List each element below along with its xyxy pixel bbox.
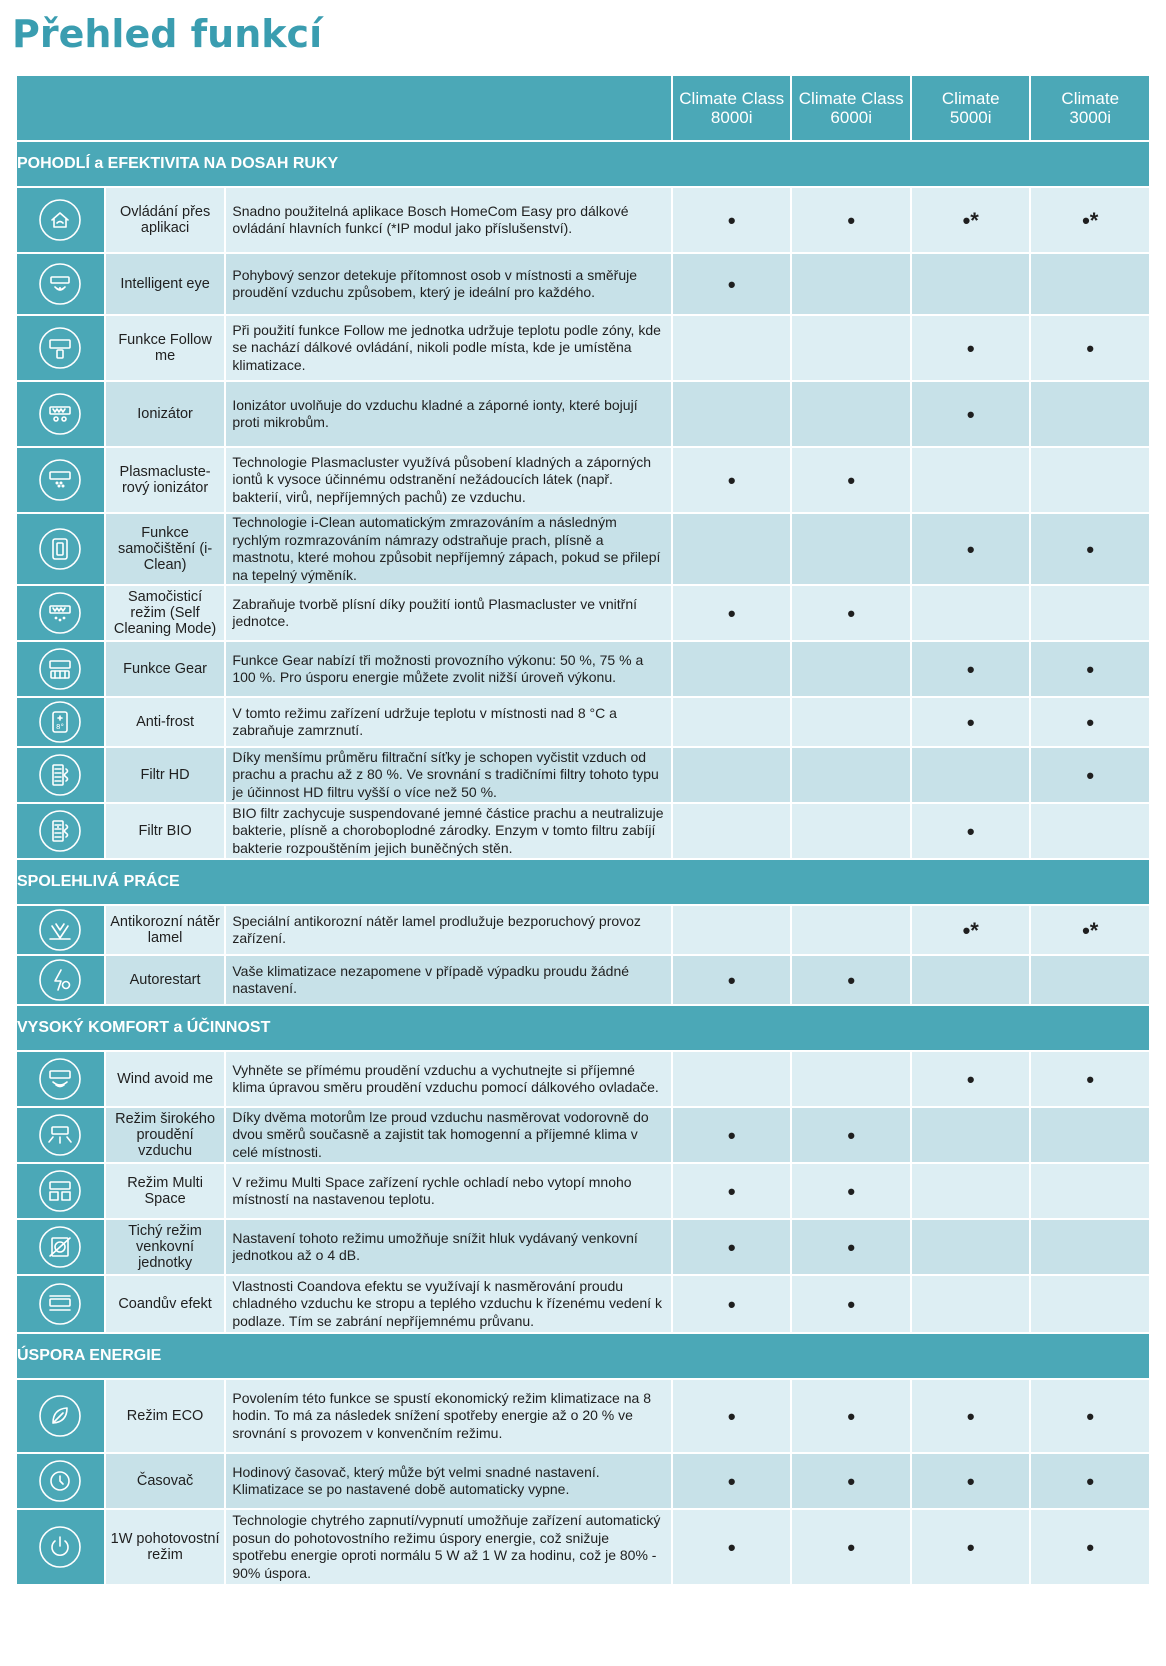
availability-mark [792,316,910,380]
anti-frost-icon [17,698,104,746]
availability-mark: • [673,586,791,640]
feature-name: Coandův efekt [106,1276,225,1332]
feature-row [17,748,1149,802]
availability-mark: • [912,804,1030,858]
feature-name: Režim ECO [106,1380,225,1452]
column-header: Climate 3000i [1031,76,1149,140]
feature-name: Filtr BIO [106,804,225,858]
feature-description: Ionizátor uvolňuje do vzduchu kladné a záporné ionty, které bojují proti mikrobům. [226,382,671,446]
availability-mark: • [673,1164,791,1218]
feature-name: Filtr HD [106,748,225,802]
features-table [15,74,1151,1586]
availability-mark: • [1031,748,1149,802]
feature-name: Plasmacluste-rový ionizátor [106,448,225,512]
feature-row [17,316,1149,380]
feature-description: Funkce Gear nabízí tři možnosti provozního výkonu: 50 %, 75 % a 100 %. Pro úsporu energie můžete zvolit nižší úroveň výkonu. [226,642,671,696]
availability-mark: • [1031,316,1149,380]
section-title: SPOLEHLIVÁ PRÁCE [17,860,1149,904]
feature-row [17,906,1149,954]
column-header: Climate Class 8000i [673,76,791,140]
availability-mark [912,448,1030,512]
feature-name: Anti-frost [106,698,225,746]
feature-name: 1W pohotovostní režim [106,1510,225,1584]
bio-filter-icon [17,804,104,858]
availability-mark [1031,1164,1149,1218]
availability-mark [673,1052,791,1106]
anticorrosion-icon [17,906,104,954]
availability-mark: • [912,642,1030,696]
availability-mark [792,642,910,696]
availability-mark: • [1031,642,1149,696]
section-header [17,860,1149,904]
feature-description: Zabraňuje tvorbě plísní díky použití iontů Plasmacluster ve vnitřní jednotce. [226,586,671,640]
availability-mark: • [792,586,910,640]
availability-mark: • [673,188,791,252]
availability-mark [912,1164,1030,1218]
standby-power-icon [17,1510,104,1584]
availability-mark [792,254,910,314]
feature-description: Technologie i-Clean automatickým zmrazováním a následným rychlým rozmrazováním námrazy odstraňuje prach, plísně a mastnotu, které mohou způsobit nepříjemný zápach, pokud se přilepí na tepelný výměník. [226,514,671,584]
availability-mark [912,1220,1030,1274]
feature-name: Autorestart [106,956,225,1004]
availability-mark: • [673,956,791,1004]
feature-row [17,1052,1149,1106]
availability-mark [912,586,1030,640]
feature-name: Tichý režim venkovní jednotky [106,1220,225,1274]
feature-description: Vaše klimatizace nezapomene v případě výpadku proudu žádné nastavení. [226,956,671,1004]
availability-mark: • [1031,698,1149,746]
availability-mark: • [912,316,1030,380]
availability-mark: • [673,1108,791,1162]
availability-mark: • [1031,1510,1149,1584]
self-cleaning-mode-icon [17,586,104,640]
feature-name: Funkce Follow me [106,316,225,380]
availability-mark: • [792,1454,910,1508]
availability-mark: • [792,188,910,252]
section-title: ÚSPORA ENERGIE [17,1334,1149,1378]
availability-mark: • [673,1380,791,1452]
gear-mode-icon [17,642,104,696]
feature-name: Samočisticí režim (Self Cleaning Mode) [106,586,225,640]
feature-row [17,1108,1149,1162]
availability-mark: • [673,1454,791,1508]
feature-description: Vyhněte se přímému proudění vzduchu a vychutnejte si příjemné klima úpravou směru proudění vzduchu pomocí dálkového ovladače. [226,1052,671,1106]
availability-mark [673,316,791,380]
availability-mark [792,382,910,446]
feature-description: Díky dvěma motorům lze proud vzduchu nasměrovat vodorovně do dvou směrů současně a zajistit tak homogenní a příjemné klima v celé místnosti. [226,1108,671,1162]
plasmacluster-icon [17,448,104,512]
availability-mark [1031,804,1149,858]
ionizer-icon [17,382,104,446]
feature-description: V režimu Multi Space zařízení rychle ochladí nebo vytopí mnoho místností na nastavenou teplotu. [226,1164,671,1218]
svg-text:8°: 8° [56,723,65,731]
feature-name: Režim širokého proudění vzduchu [106,1108,225,1162]
availability-mark: • [912,1380,1030,1452]
availability-mark: •* [1031,906,1149,954]
header-blank [17,76,671,140]
feature-description: Povolením této funkce se spustí ekonomický režim klimatizace na 8 hodin. To má za následek snížení spotřeby energie až o 20 % ve srovnání s provozem v konvenčním režimu. [226,1380,671,1452]
multi-space-icon [17,1164,104,1218]
availability-mark [1031,448,1149,512]
availability-mark [912,254,1030,314]
feature-description: Při použití funkce Follow me jednotka udržuje teplotu podle zóny, kde se nachází dálkové ovládání, nikoli podle místa, kde je umístěna klimatizace. [226,316,671,380]
availability-mark: •* [1031,188,1149,252]
availability-mark: •* [912,906,1030,954]
availability-mark: • [673,448,791,512]
availability-mark [792,1052,910,1106]
wide-airflow-icon [17,1108,104,1162]
coanda-icon [17,1276,104,1332]
feature-name: Antikorozní nátěr lamel [106,906,225,954]
feature-description: Hodinový časovač, který může být velmi snadné nastavení. Klimatizace se po nastavené době automaticky vypne. [226,1454,671,1508]
availability-mark: • [1031,1454,1149,1508]
availability-mark [792,804,910,858]
autorestart-icon [17,956,104,1004]
availability-mark: •* [912,188,1030,252]
feature-name: Funkce Gear [106,642,225,696]
availability-mark [673,514,791,584]
availability-mark [912,748,1030,802]
availability-mark [1031,382,1149,446]
self-clean-icon [17,514,104,584]
availability-mark: • [912,1510,1030,1584]
availability-mark [912,956,1030,1004]
feature-row [17,1220,1149,1274]
availability-mark: • [1031,1380,1149,1452]
timer-icon [17,1454,104,1508]
availability-mark: • [912,1052,1030,1106]
feature-description: V tomto režimu zařízení udržuje teplotu v místnosti nad 8 °C a zabraňuje zamrznutí. [226,698,671,746]
page-title: Přehled funkcí [12,12,323,56]
feature-description: Technologie Plasmacluster využívá působení kladných a záporných iontů k vysoce účinnému odstranění nežádoucích látek (např. bakterií, virů, nepříjemných pachů) ze vzduchu. [226,448,671,512]
availability-mark: • [792,956,910,1004]
column-header: Climate Class 6000i [792,76,910,140]
feature-description: BIO filtr zachycuje suspendované jemné částice prachu a neutralizuje bakterie, plísně a choroboplodné zárodky. Enzym v tomto filtru zabíjí bakterie rozpouštěním jejich buněčných stěn. [226,804,671,858]
availability-mark: • [792,1220,910,1274]
feature-description: Technologie chytrého zapnutí/vypnutí umožňuje zařízení automatický posun do pohotovostního režimu úspory energie, což snižuje spotřebu energie oproti normálu 5 W až 1 W za hodinu, což je 80% - 90% úspora. [226,1510,671,1584]
feature-row [17,382,1149,446]
feature-description: Snadno použitelná aplikace Bosch HomeCom Easy pro dálkové ovládání hlavních funkcí (*IP modul jako příslušenství). [226,188,671,252]
availability-mark [673,748,791,802]
availability-mark [1031,1108,1149,1162]
availability-mark: • [792,1164,910,1218]
availability-mark [912,1108,1030,1162]
wind-avoid-icon [17,1052,104,1106]
availability-mark: • [912,514,1030,584]
availability-mark: • [1031,514,1149,584]
feature-row [17,1510,1149,1584]
column-header: Climate 5000i [912,76,1030,140]
header-row [17,76,1149,140]
feature-name: Intelligent eye [106,254,225,314]
availability-mark: • [673,254,791,314]
quiet-outdoor-icon [17,1220,104,1274]
eco-leaf-icon [17,1380,104,1452]
availability-mark [1031,1276,1149,1332]
availability-mark [912,1276,1030,1332]
availability-mark [673,804,791,858]
section-title: POHODLÍ a EFEKTIVITA NA DOSAH RUKY [17,142,1149,186]
feature-description: Díky menšímu průměru filtrační síťky je schopen vyčistit vzduch od prachu a prachu až z 80 %. Ve srovnání s tradičními filtry tohoto typu je účinnost HD filtru vyšší o více než 50 %. [226,748,671,802]
availability-mark: • [792,1510,910,1584]
feature-description: Vlastnosti Coandova efektu se využívají k nasměrování proudu chladného vzduchu ke stropu a teplého vzduchu k řízenému vedení k podlaze. Tím se zabrání nepříjemnému průvanu. [226,1276,671,1332]
availability-mark [1031,254,1149,314]
feature-row [17,514,1149,584]
section-title: VYSOKÝ KOMFORT a ÚČINNOST [17,1006,1149,1050]
section-header [17,1006,1149,1050]
availability-mark [1031,1220,1149,1274]
hd-filter-icon [17,748,104,802]
feature-row [17,804,1149,858]
feature-name: Časovač [106,1454,225,1508]
home-app-icon [17,188,104,252]
feature-row [17,188,1149,252]
availability-mark: • [792,448,910,512]
feature-row [17,1380,1149,1452]
feature-row [17,956,1149,1004]
feature-row [17,1454,1149,1508]
availability-mark: • [912,1454,1030,1508]
availability-mark [792,514,910,584]
availability-mark [673,698,791,746]
feature-name: Režim Multi Space [106,1164,225,1218]
feature-description: Pohybový senzor detekuje přítomnost osob v místnosti a směřuje proudění vzduchu způsobem, který je ideální pro každého. [226,254,671,314]
availability-mark: • [673,1220,791,1274]
feature-row [17,254,1149,314]
feature-name: Ionizátor [106,382,225,446]
availability-mark [792,698,910,746]
feature-row [17,698,1149,746]
feature-name: Funkce samočištění (i-Clean) [106,514,225,584]
availability-mark [1031,586,1149,640]
feature-row [17,448,1149,512]
availability-mark [673,382,791,446]
feature-row [17,1164,1149,1218]
availability-mark [673,642,791,696]
section-header [17,1334,1149,1378]
feature-description: Speciální antikorozní nátěr lamel prodlužuje bezporuchový provoz zařízení. [226,906,671,954]
feature-row [17,642,1149,696]
availability-mark: • [912,382,1030,446]
section-header [17,142,1149,186]
availability-mark [673,906,791,954]
feature-row [17,1276,1149,1332]
availability-mark: • [792,1108,910,1162]
availability-mark: • [792,1380,910,1452]
feature-row [17,586,1149,640]
availability-mark: • [792,1276,910,1332]
availability-mark [1031,956,1149,1004]
feature-name: Ovládání přes aplikaci [106,188,225,252]
follow-me-icon [17,316,104,380]
feature-description: Nastavení tohoto režimu umožňuje snížit hluk vydávaný venkovní jednotkou až o 4 dB. [226,1220,671,1274]
availability-mark [792,906,910,954]
availability-mark: • [673,1510,791,1584]
feature-name: Wind avoid me [106,1052,225,1106]
availability-mark [792,748,910,802]
eye-sensor-icon [17,254,104,314]
availability-mark: • [673,1276,791,1332]
availability-mark: • [1031,1052,1149,1106]
availability-mark: • [912,698,1030,746]
